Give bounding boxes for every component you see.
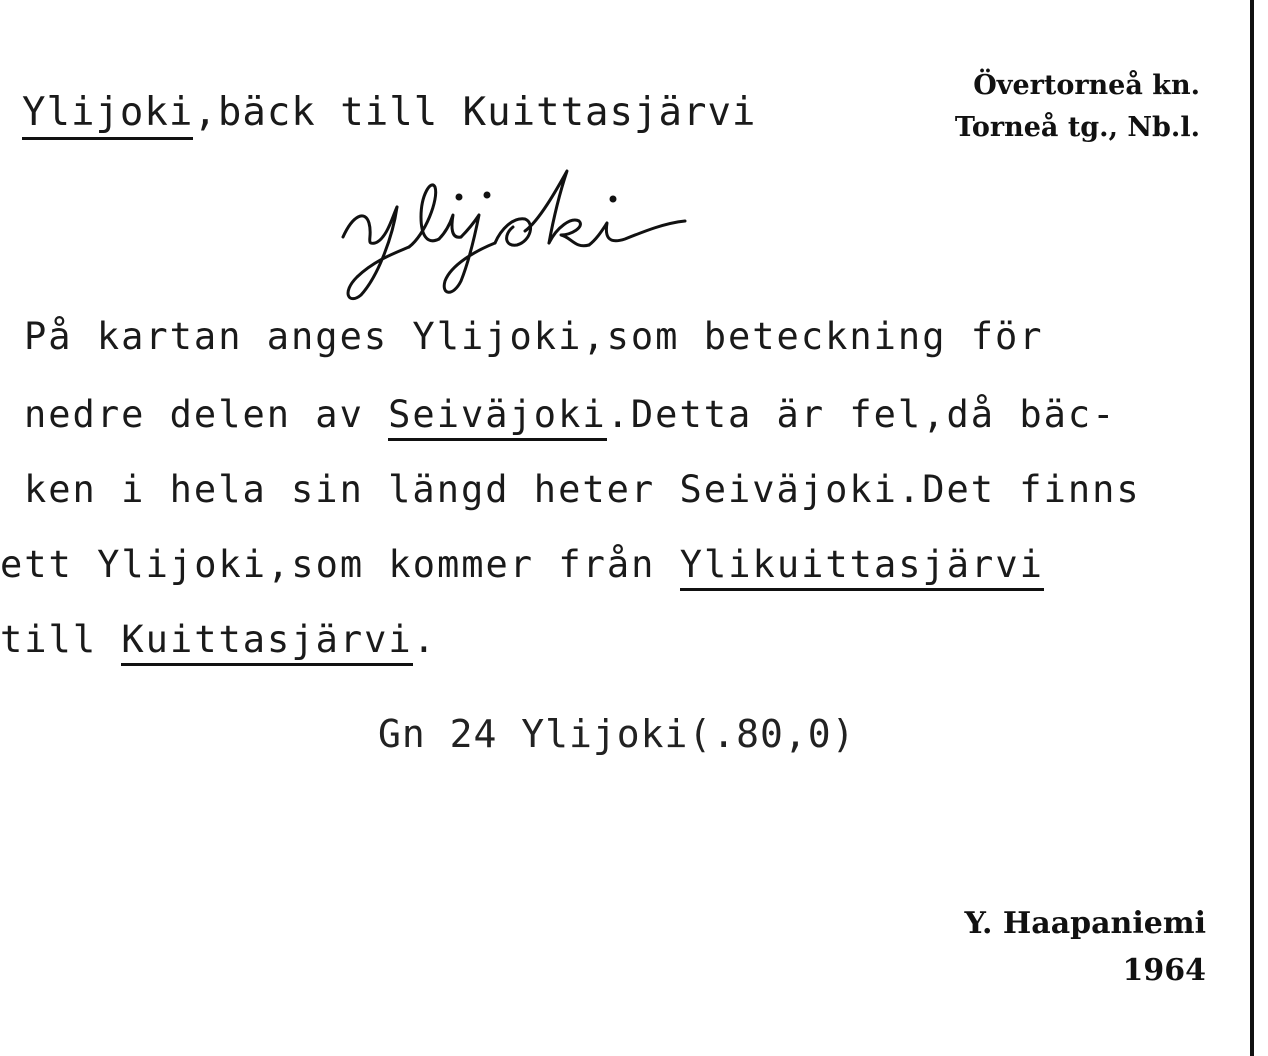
body-line-4 bbox=[0, 543, 1044, 586]
card-year: 1964 bbox=[1122, 953, 1206, 988]
body-line-2 bbox=[24, 393, 1116, 436]
card-edge-line bbox=[1250, 0, 1254, 1056]
body-line-2-end: .Detta är fel,då bäc- bbox=[606, 393, 1117, 436]
body-line-2-place-seivajoki: Seiväjoki bbox=[388, 393, 606, 441]
body-line-4-start: ett Ylijoki,som kommer från bbox=[0, 543, 680, 586]
body-line-5-place-kuittasjarvi: Kuittasjärvi bbox=[121, 618, 412, 666]
body-line-5-start: till bbox=[0, 618, 122, 661]
location-district: Torneå tg., Nb.l. bbox=[954, 112, 1200, 143]
map-reference: Gn 24 Ylijoki(.80,0) bbox=[378, 712, 856, 756]
body-line-5-end: . bbox=[412, 618, 437, 661]
body-line-2-start: nedre delen av bbox=[24, 393, 389, 436]
body-line-4-place-ylikuittasjarvi: Ylikuittasjärvi bbox=[680, 543, 1044, 591]
heading-place-name: Ylijoki bbox=[22, 90, 193, 140]
body-line-3: ken i hela sin längd heter Seiväjoki.Det finns bbox=[24, 468, 1141, 511]
author-name: Y. Haapaniemi bbox=[964, 906, 1206, 941]
location-parish: Övertorneå kn. bbox=[973, 70, 1200, 101]
body-line-1: På kartan anges Ylijoki,som beteckning för bbox=[24, 315, 1044, 358]
handwritten-signature-name bbox=[335, 165, 715, 305]
heading-description: ,bäck till Kuittasjärvi bbox=[193, 90, 757, 135]
body-line-5 bbox=[0, 618, 437, 661]
card-heading bbox=[22, 90, 756, 135]
